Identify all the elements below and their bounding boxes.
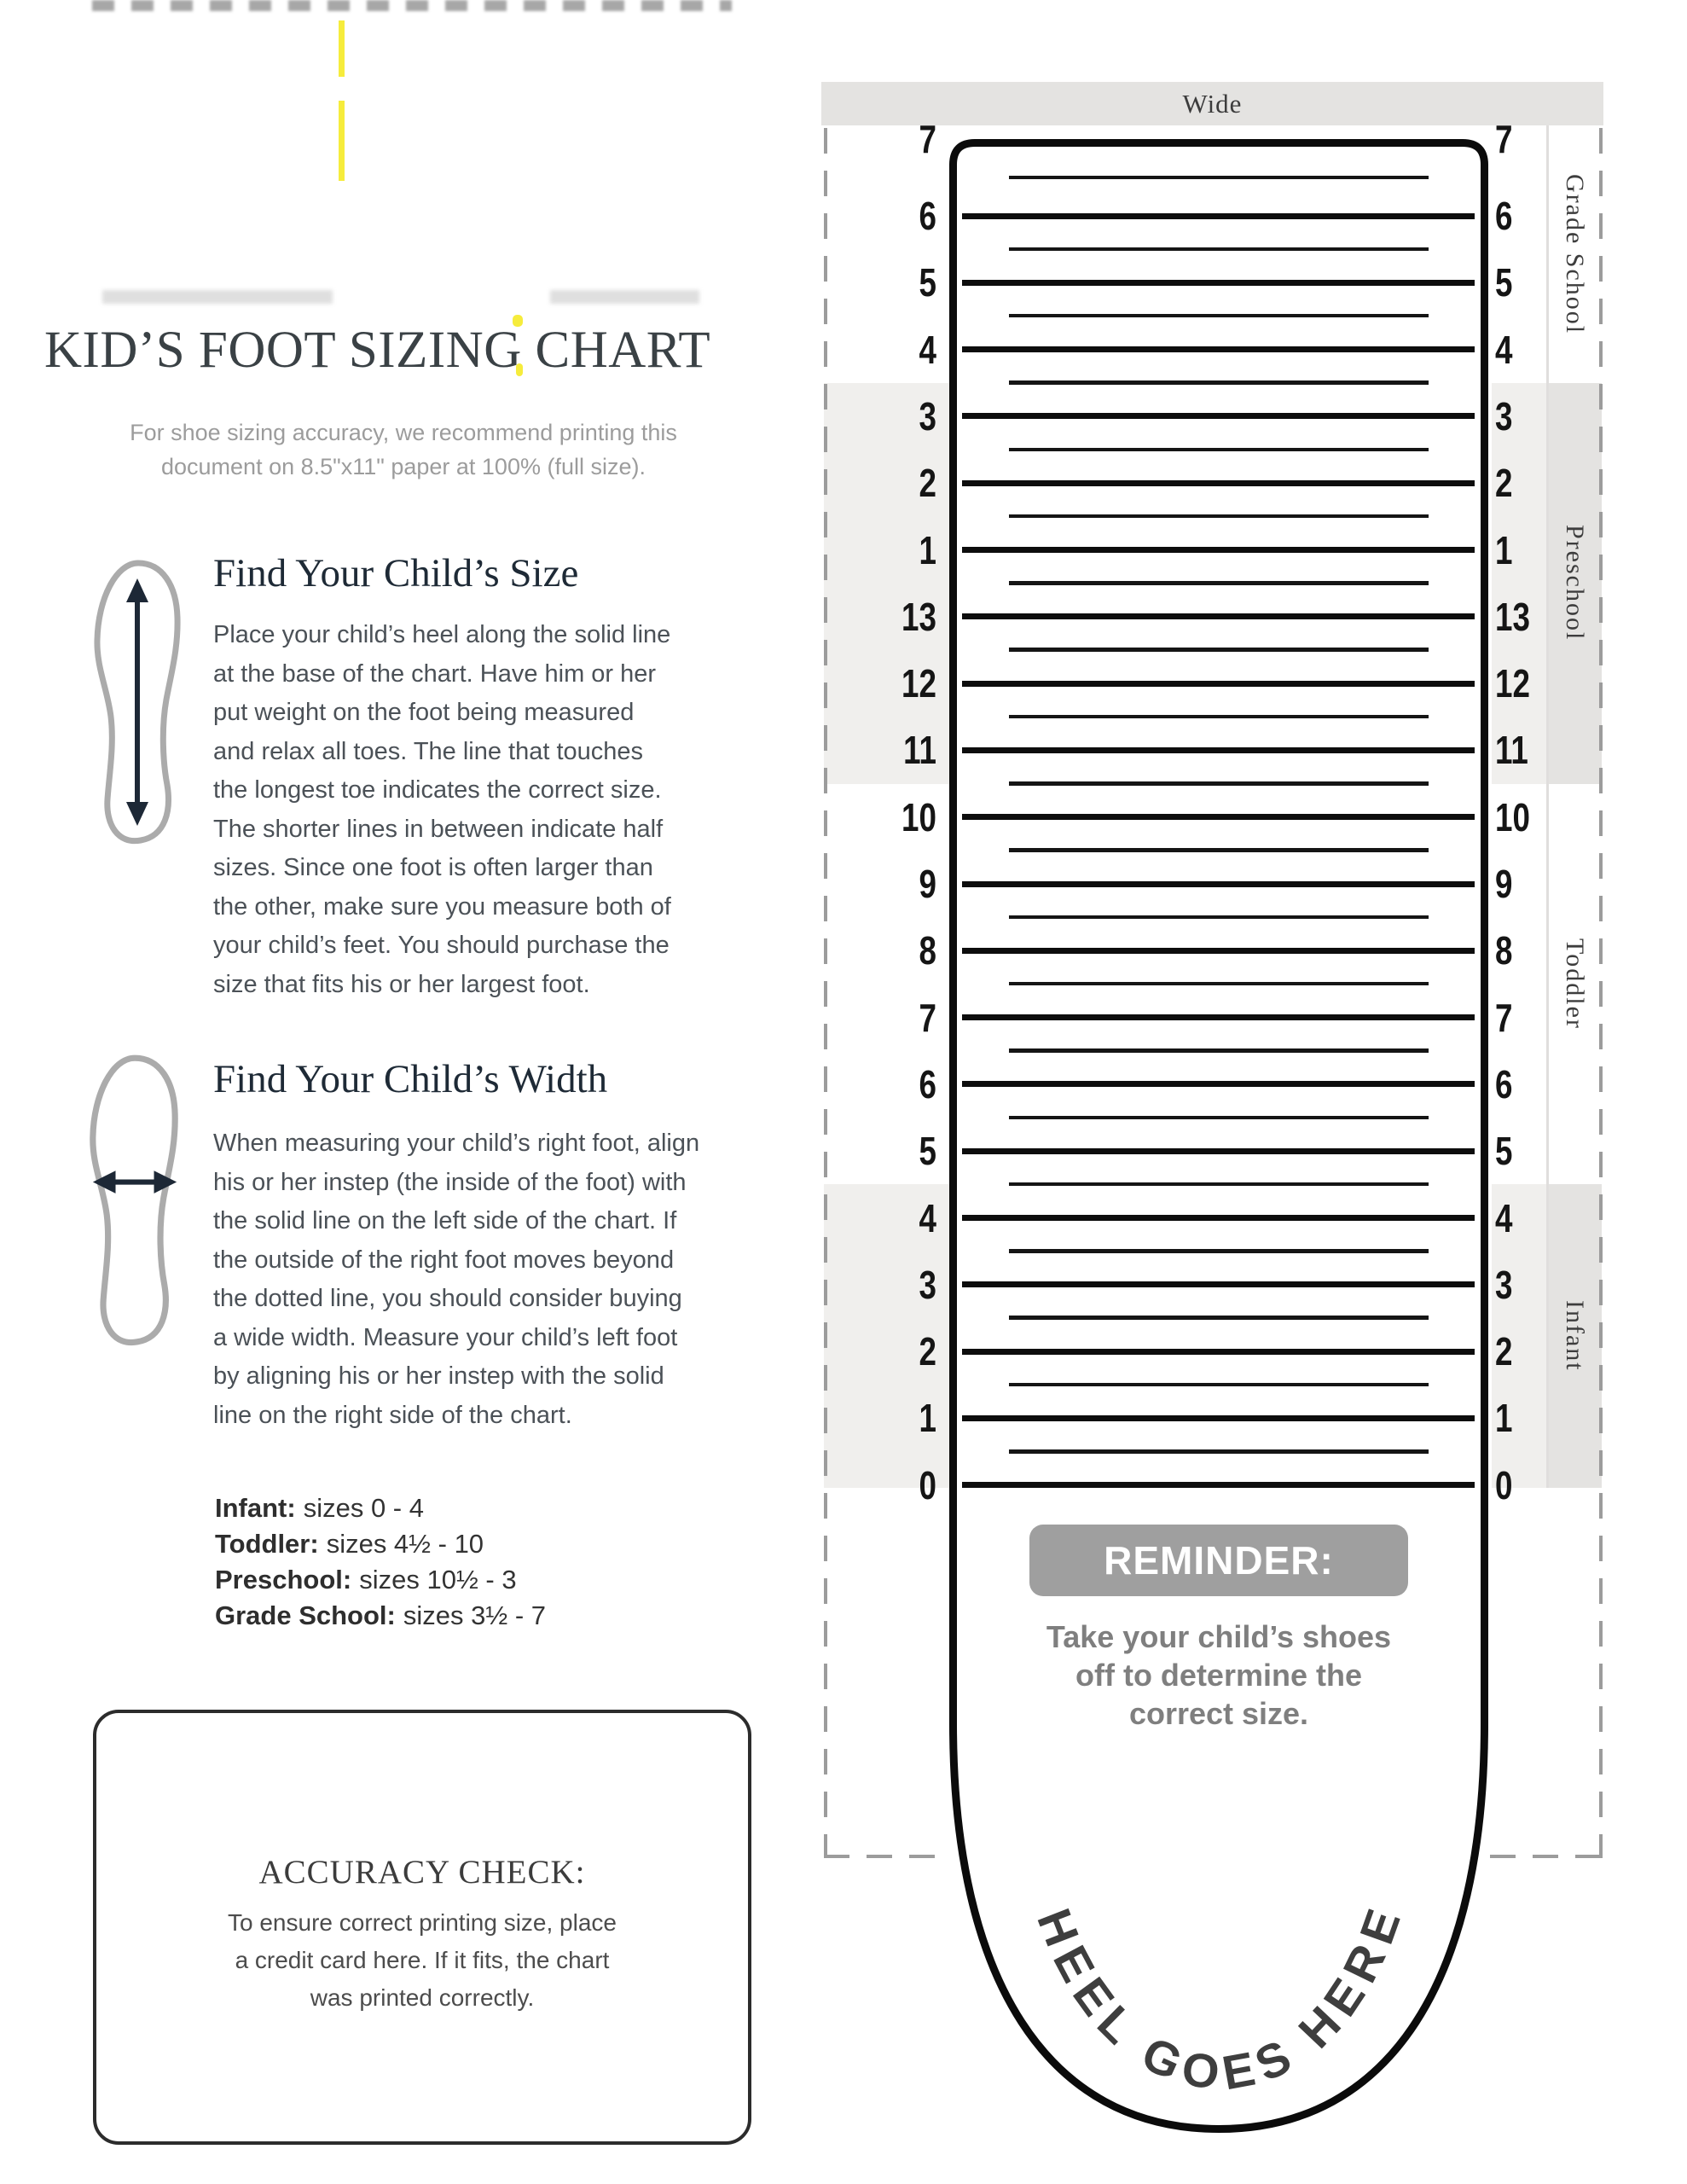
reminder-text-line: off to determine the xyxy=(1075,1658,1362,1693)
section-body-width xyxy=(213,1124,699,1435)
whole-size-line xyxy=(962,1349,1475,1355)
size-label-left: 12 xyxy=(901,661,936,706)
half-size-line xyxy=(1009,848,1429,852)
size-label-right: 3 xyxy=(1495,393,1513,439)
size-range-value: sizes 4½ - 10 xyxy=(326,1529,484,1559)
size-label-right: 7 xyxy=(1495,117,1513,161)
size-label-left: 5 xyxy=(919,260,936,305)
half-size-line xyxy=(1009,1383,1429,1387)
scan-artifact-yellow-line xyxy=(339,20,345,77)
wide-band xyxy=(821,82,1603,125)
size-label-right: 0 xyxy=(1495,1462,1513,1507)
size-label-right: 8 xyxy=(1495,928,1513,973)
body-line: Place your child’s heel along the solid line xyxy=(213,621,671,648)
size-label-left: 13 xyxy=(901,594,936,639)
category-label-grade-school: Grade School xyxy=(1561,173,1589,334)
half-size-line xyxy=(1009,715,1429,719)
half-size-line xyxy=(1009,176,1429,180)
body-line: the outside of the right foot moves beyond xyxy=(213,1246,675,1274)
size-range-row xyxy=(215,1490,546,1526)
size-label-left: 7 xyxy=(919,117,936,161)
body-line: the longest toe indicates the correct size. xyxy=(213,776,662,804)
half-size-line xyxy=(1009,247,1429,252)
scan-artifact-smudge xyxy=(102,290,333,304)
reminder-text xyxy=(1006,1618,1432,1733)
category-label-preschool: Preschool xyxy=(1561,525,1589,642)
accuracy-body-line: a credit card here. If it fits, the chart xyxy=(235,1947,610,1973)
half-size-line xyxy=(1009,448,1429,452)
whole-size-line xyxy=(962,1482,1475,1488)
size-label-left: 4 xyxy=(919,1195,936,1240)
body-line: by aligning his or her instep with the solid xyxy=(213,1362,664,1390)
half-size-line xyxy=(1009,1249,1429,1253)
body-line: The shorter lines in between indicate half xyxy=(213,815,664,843)
size-label-right: 1 xyxy=(1495,1396,1513,1441)
size-range-value: sizes 0 - 4 xyxy=(303,1493,424,1523)
body-line: a wide width. Measure your child’s left foot xyxy=(213,1323,678,1351)
whole-size-line xyxy=(962,213,1475,219)
accuracy-check-body xyxy=(96,1904,748,2017)
whole-size-line xyxy=(962,547,1475,553)
size-label-right: 1 xyxy=(1495,527,1513,572)
wide-boundary-dashed-line-left xyxy=(824,128,827,1858)
whole-size-line xyxy=(962,1281,1475,1287)
section-body-size xyxy=(213,616,671,1004)
whole-size-line xyxy=(962,1215,1475,1221)
whole-size-line xyxy=(962,747,1475,753)
half-size-line xyxy=(1009,1048,1429,1053)
half-size-line xyxy=(1009,1182,1429,1187)
size-range-row xyxy=(215,1598,546,1634)
size-range-label: Grade School: xyxy=(215,1600,396,1630)
category-label-toddler: Toddler xyxy=(1561,938,1589,1030)
size-label-right: 4 xyxy=(1495,1195,1513,1240)
whole-size-line xyxy=(962,948,1475,954)
body-line: his or her instep (the inside of the foot) with xyxy=(213,1168,687,1196)
size-range-label: Preschool: xyxy=(215,1565,352,1594)
half-size-line xyxy=(1009,982,1429,986)
size-label-left: 6 xyxy=(919,194,936,238)
category-band-right xyxy=(1492,383,1546,784)
size-range-row xyxy=(215,1562,546,1598)
body-line: When measuring your child’s right foot, align xyxy=(213,1130,700,1157)
size-label-right: 13 xyxy=(1495,594,1530,639)
size-label-left: 7 xyxy=(919,995,936,1040)
print-note-line2: document on 8.5"x11" paper at 100% (full size). xyxy=(161,454,646,479)
size-label-right: 2 xyxy=(1495,461,1513,506)
body-line: sizes. Since one foot is often larger than xyxy=(213,854,653,881)
size-label-left: 5 xyxy=(919,1129,936,1174)
category-label-infant: Infant xyxy=(1561,1300,1589,1372)
size-range-row xyxy=(215,1526,546,1562)
accuracy-check-box xyxy=(93,1710,751,2145)
scan-artifact-smudge xyxy=(550,290,699,304)
size-label-left: 1 xyxy=(919,1396,936,1441)
half-size-line xyxy=(1009,1316,1429,1320)
wide-boundary-dashed-line-right xyxy=(1599,128,1603,1858)
size-label-right: 12 xyxy=(1495,661,1530,706)
foot-outline xyxy=(954,143,1485,2129)
section-heading-size: Find Your Child’s Size xyxy=(213,551,579,595)
accuracy-body-line: To ensure correct printing size, place xyxy=(228,1909,617,1936)
half-size-line xyxy=(1009,514,1429,519)
accuracy-check-title: ACCURACY CHECK: xyxy=(258,1854,586,1891)
body-line: the other, make sure you measure both of xyxy=(213,892,671,921)
body-line: at the base of the chart. Have him or her xyxy=(213,659,657,688)
size-label-left: 3 xyxy=(919,393,936,439)
half-size-line xyxy=(1009,915,1429,920)
whole-size-line xyxy=(962,1415,1475,1421)
section-heading-width: Find Your Child’s Width xyxy=(213,1057,608,1101)
half-size-line xyxy=(1009,781,1429,786)
body-line: and relax all toes. The line that touches xyxy=(213,737,644,765)
size-label-left: 3 xyxy=(919,1262,936,1307)
size-label-left: 4 xyxy=(919,327,936,372)
half-size-line xyxy=(1009,314,1429,318)
whole-size-line xyxy=(962,1081,1475,1087)
body-line: line on the right side of the chart. xyxy=(213,1401,572,1429)
size-label-right: 11 xyxy=(1495,728,1528,773)
wide-boundary-dashed-corner-right xyxy=(1490,1855,1603,1858)
size-range-label: Infant: xyxy=(215,1493,296,1523)
scan-artifact-yellow-line xyxy=(339,101,345,181)
wide-label: Wide xyxy=(1182,88,1243,119)
size-label-right: 5 xyxy=(1495,1129,1513,1174)
size-label-left: 9 xyxy=(919,862,936,906)
whole-size-line xyxy=(962,1014,1475,1020)
size-label-left: 2 xyxy=(919,1329,936,1374)
size-label-left: 10 xyxy=(901,794,936,839)
wide-boundary-dashed-corner-left xyxy=(824,1855,950,1858)
size-ranges-list xyxy=(215,1490,546,1634)
reminder-text-line: correct size. xyxy=(1128,1696,1309,1731)
whole-size-line xyxy=(962,413,1475,419)
body-line: size that fits his or her largest foot. xyxy=(213,970,590,998)
size-label-right: 9 xyxy=(1495,862,1513,906)
whole-size-line xyxy=(962,346,1475,352)
whole-size-line xyxy=(962,881,1475,887)
size-label-left: 8 xyxy=(919,928,936,973)
body-line: the solid line on the left side of the chart. If xyxy=(213,1207,677,1234)
half-size-line xyxy=(1009,648,1429,652)
size-range-value: sizes 10½ - 3 xyxy=(359,1565,517,1594)
category-band-left xyxy=(824,383,950,784)
size-label-right: 3 xyxy=(1495,1262,1513,1307)
whole-size-line xyxy=(962,613,1475,619)
size-range-value: sizes 3½ - 7 xyxy=(403,1600,546,1630)
foot-length-icon xyxy=(85,556,189,846)
whole-size-line xyxy=(962,1148,1475,1154)
reminder-badge: REMINDER: xyxy=(1029,1525,1408,1596)
body-line: your child’s feet. You should purchase the xyxy=(213,932,670,959)
size-label-right: 7 xyxy=(1495,995,1513,1040)
size-label-left: 11 xyxy=(903,728,936,773)
size-label-right: 10 xyxy=(1495,794,1530,839)
body-line: put weight on the foot being measured xyxy=(213,699,635,726)
category-column-divider xyxy=(1546,125,1549,1488)
page-title: KID’S FOOT SIZING CHART xyxy=(44,322,711,379)
size-range-label: Toddler: xyxy=(215,1529,319,1559)
print-recommendation-note xyxy=(101,415,706,484)
size-label-left: 1 xyxy=(919,527,936,572)
whole-size-line xyxy=(962,814,1475,820)
size-label-right: 5 xyxy=(1495,260,1513,305)
size-label-left: 0 xyxy=(919,1462,936,1507)
size-label-left: 2 xyxy=(919,461,936,506)
body-line: the dotted line, you should consider buying xyxy=(213,1285,682,1312)
half-size-line xyxy=(1009,581,1429,585)
size-label-left: 6 xyxy=(919,1061,936,1107)
size-label-right: 6 xyxy=(1495,194,1513,238)
half-size-line xyxy=(1009,1116,1429,1120)
accuracy-body-line: was printed correctly. xyxy=(310,1984,535,2011)
size-label-right: 4 xyxy=(1495,327,1513,372)
heel-goes-here-text: HEEL GOES HERE xyxy=(1027,1894,1414,2100)
half-size-line xyxy=(1009,1449,1429,1454)
size-label-right: 2 xyxy=(1495,1329,1513,1374)
insole-outline xyxy=(93,1058,175,1342)
print-note-line1: For shoe sizing accuracy, we recommend printing this xyxy=(130,420,677,445)
whole-size-line xyxy=(962,480,1475,486)
whole-size-line xyxy=(962,280,1475,286)
size-label-right: 6 xyxy=(1495,1061,1513,1107)
reminder-text-line: Take your child’s shoes xyxy=(1046,1619,1392,1654)
half-size-line xyxy=(1009,380,1429,385)
scan-artifact-cropped-text xyxy=(92,0,732,11)
foot-width-icon xyxy=(78,1051,189,1348)
whole-size-line xyxy=(962,681,1475,687)
